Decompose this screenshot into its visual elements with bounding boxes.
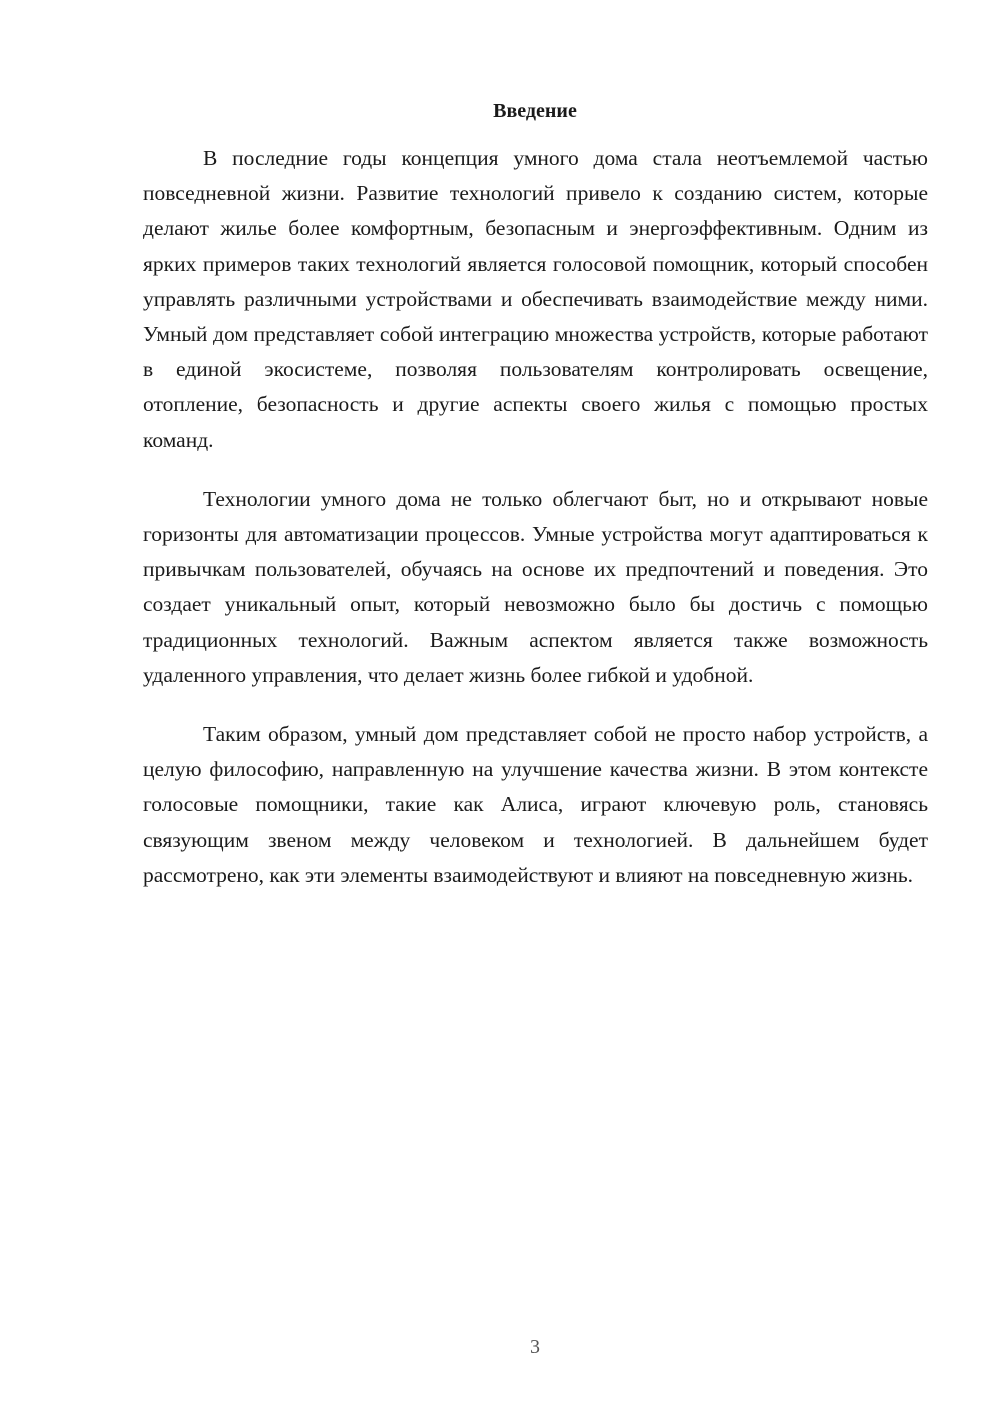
section-heading: Введение	[493, 100, 577, 122]
paragraph-2: Технологии умного дома не только облегчают быт, но и открывают новые горизонты для автоматизации процессов. Умные устройства могут адаптироваться к привычкам пользователей, обучаясь на основе их предпочтений и поведения. Это создает уникальный опыт, который невозможно было бы достичь с помощью традиционных технологий. Важным аспектом является также возможность удаленного управления, что делает жизнь более гибкой и удобной.	[143, 486, 928, 687]
paragraph-3: Таким образом, умный дом представляет собой не просто набор устройств, а целую философию, направленную на улучшение качества жизни. В этом контексте голосовые помощники, такие как Алиса, играют ключевую роль, становясь связующим звеном между человеком и технологией. В дальнейшем будет рассмотрено, как эти элементы взаимодействуют и влияют на повседневную жизнь.	[143, 722, 928, 887]
body-text	[143, 141, 928, 917]
paragraph-1: В последние годы концепция умного дома стала неотъемлемой частью повседневной жизни. Развитие технологий привело к созданию систем, которые делают жилье более комфортным, безопасным и энергоэффективным. Одним из ярких примеров таких технологий является голосовой помощник, который способен управлять различными устройствами и обеспечивать взаимодействие между ними. Умный дом представляет собой интеграцию множества устройств, которые работают в единой экосистеме, позволяя пользователям контролировать освещение, отопление, безопасность и другие аспекты своего жилья с помощью простых команд.	[143, 146, 928, 452]
page-number: 3	[530, 1336, 540, 1358]
